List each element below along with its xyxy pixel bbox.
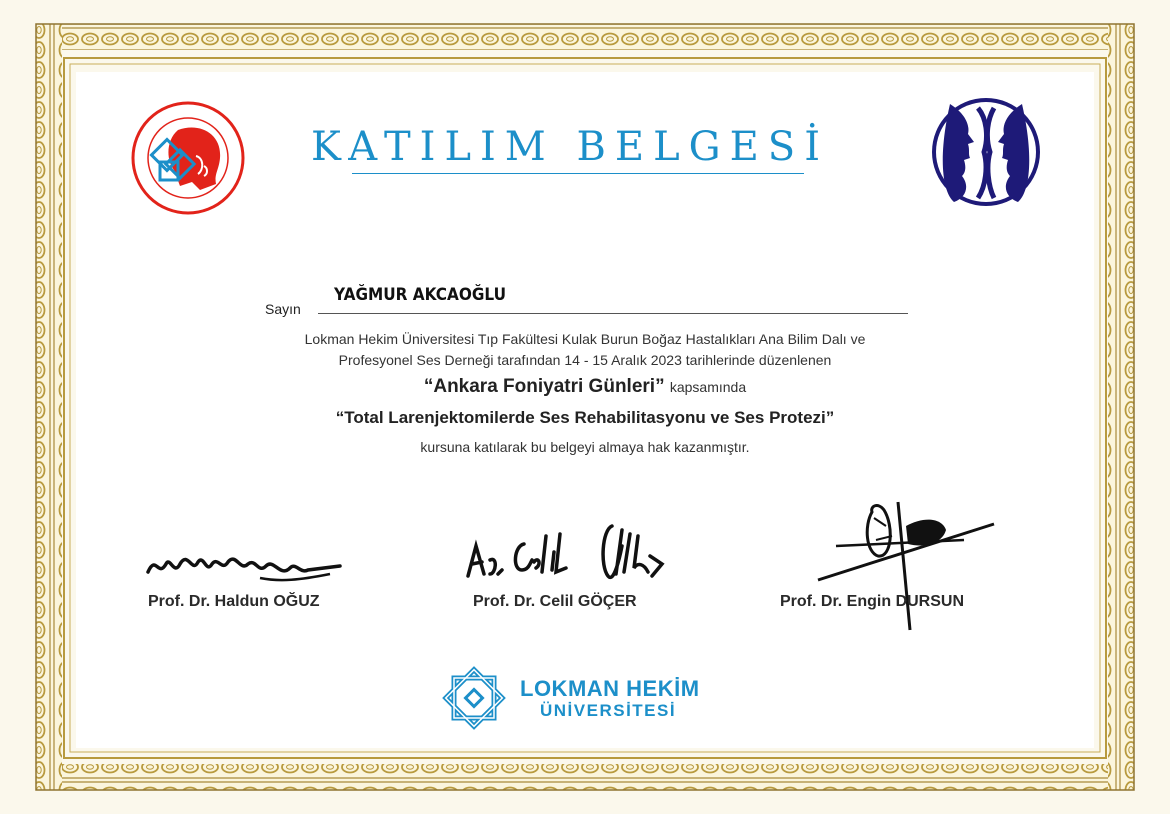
course-name: “Total Larenjektomilerde Ses Rehabilitasyonu ve Ses Protezi” (335, 408, 835, 427)
event-suffix: kapsamında (669, 379, 747, 395)
university-name-line2: ÜNİVERSİTESİ (540, 701, 677, 720)
certificate-title: KATILIM BELGESİ (311, 124, 829, 170)
body-line-1: Lokman Hekim Üniversitesi Tıp Fakültesi Kulak Burun Boğaz Hastalıkları Ana Bilim Dalı ve (304, 331, 866, 347)
university-name-line1: LOKMAN HEKİM (520, 676, 700, 701)
recipient-name-line (318, 313, 908, 314)
signatory-name-2: Prof. Dr. Celil GÖÇER (473, 593, 637, 610)
signatory-name-1: Prof. Dr. Haldun OĞUZ (148, 593, 320, 610)
signature-oguz (140, 534, 350, 586)
closing-line: kursuna katılarak bu belgeyi almaya hak kazanmıştır. (420, 439, 750, 455)
faculty-seal-logo (130, 100, 246, 216)
salutation-label: Sayın (265, 301, 301, 317)
lokman-hekim-university-emblem (438, 662, 510, 734)
recipient-name: YAĞMUR AKCAOĞLU (334, 285, 507, 305)
title-underline (352, 173, 804, 174)
event-line (170, 376, 1000, 398)
body-line-2: Profesyonel Ses Derneği tarafından 14 - 15 Aralık 2023 tarihlerinde düzenlenen (338, 352, 832, 368)
signature-gocer (462, 516, 682, 588)
profesyonel-ses-dernegi-logo (930, 96, 1042, 208)
event-name: “Ankara Foniyatri Günleri” (423, 376, 665, 397)
signatory-name-3: Prof. Dr. Engin DURSUN (780, 593, 965, 610)
signature-dursun (814, 496, 1000, 636)
